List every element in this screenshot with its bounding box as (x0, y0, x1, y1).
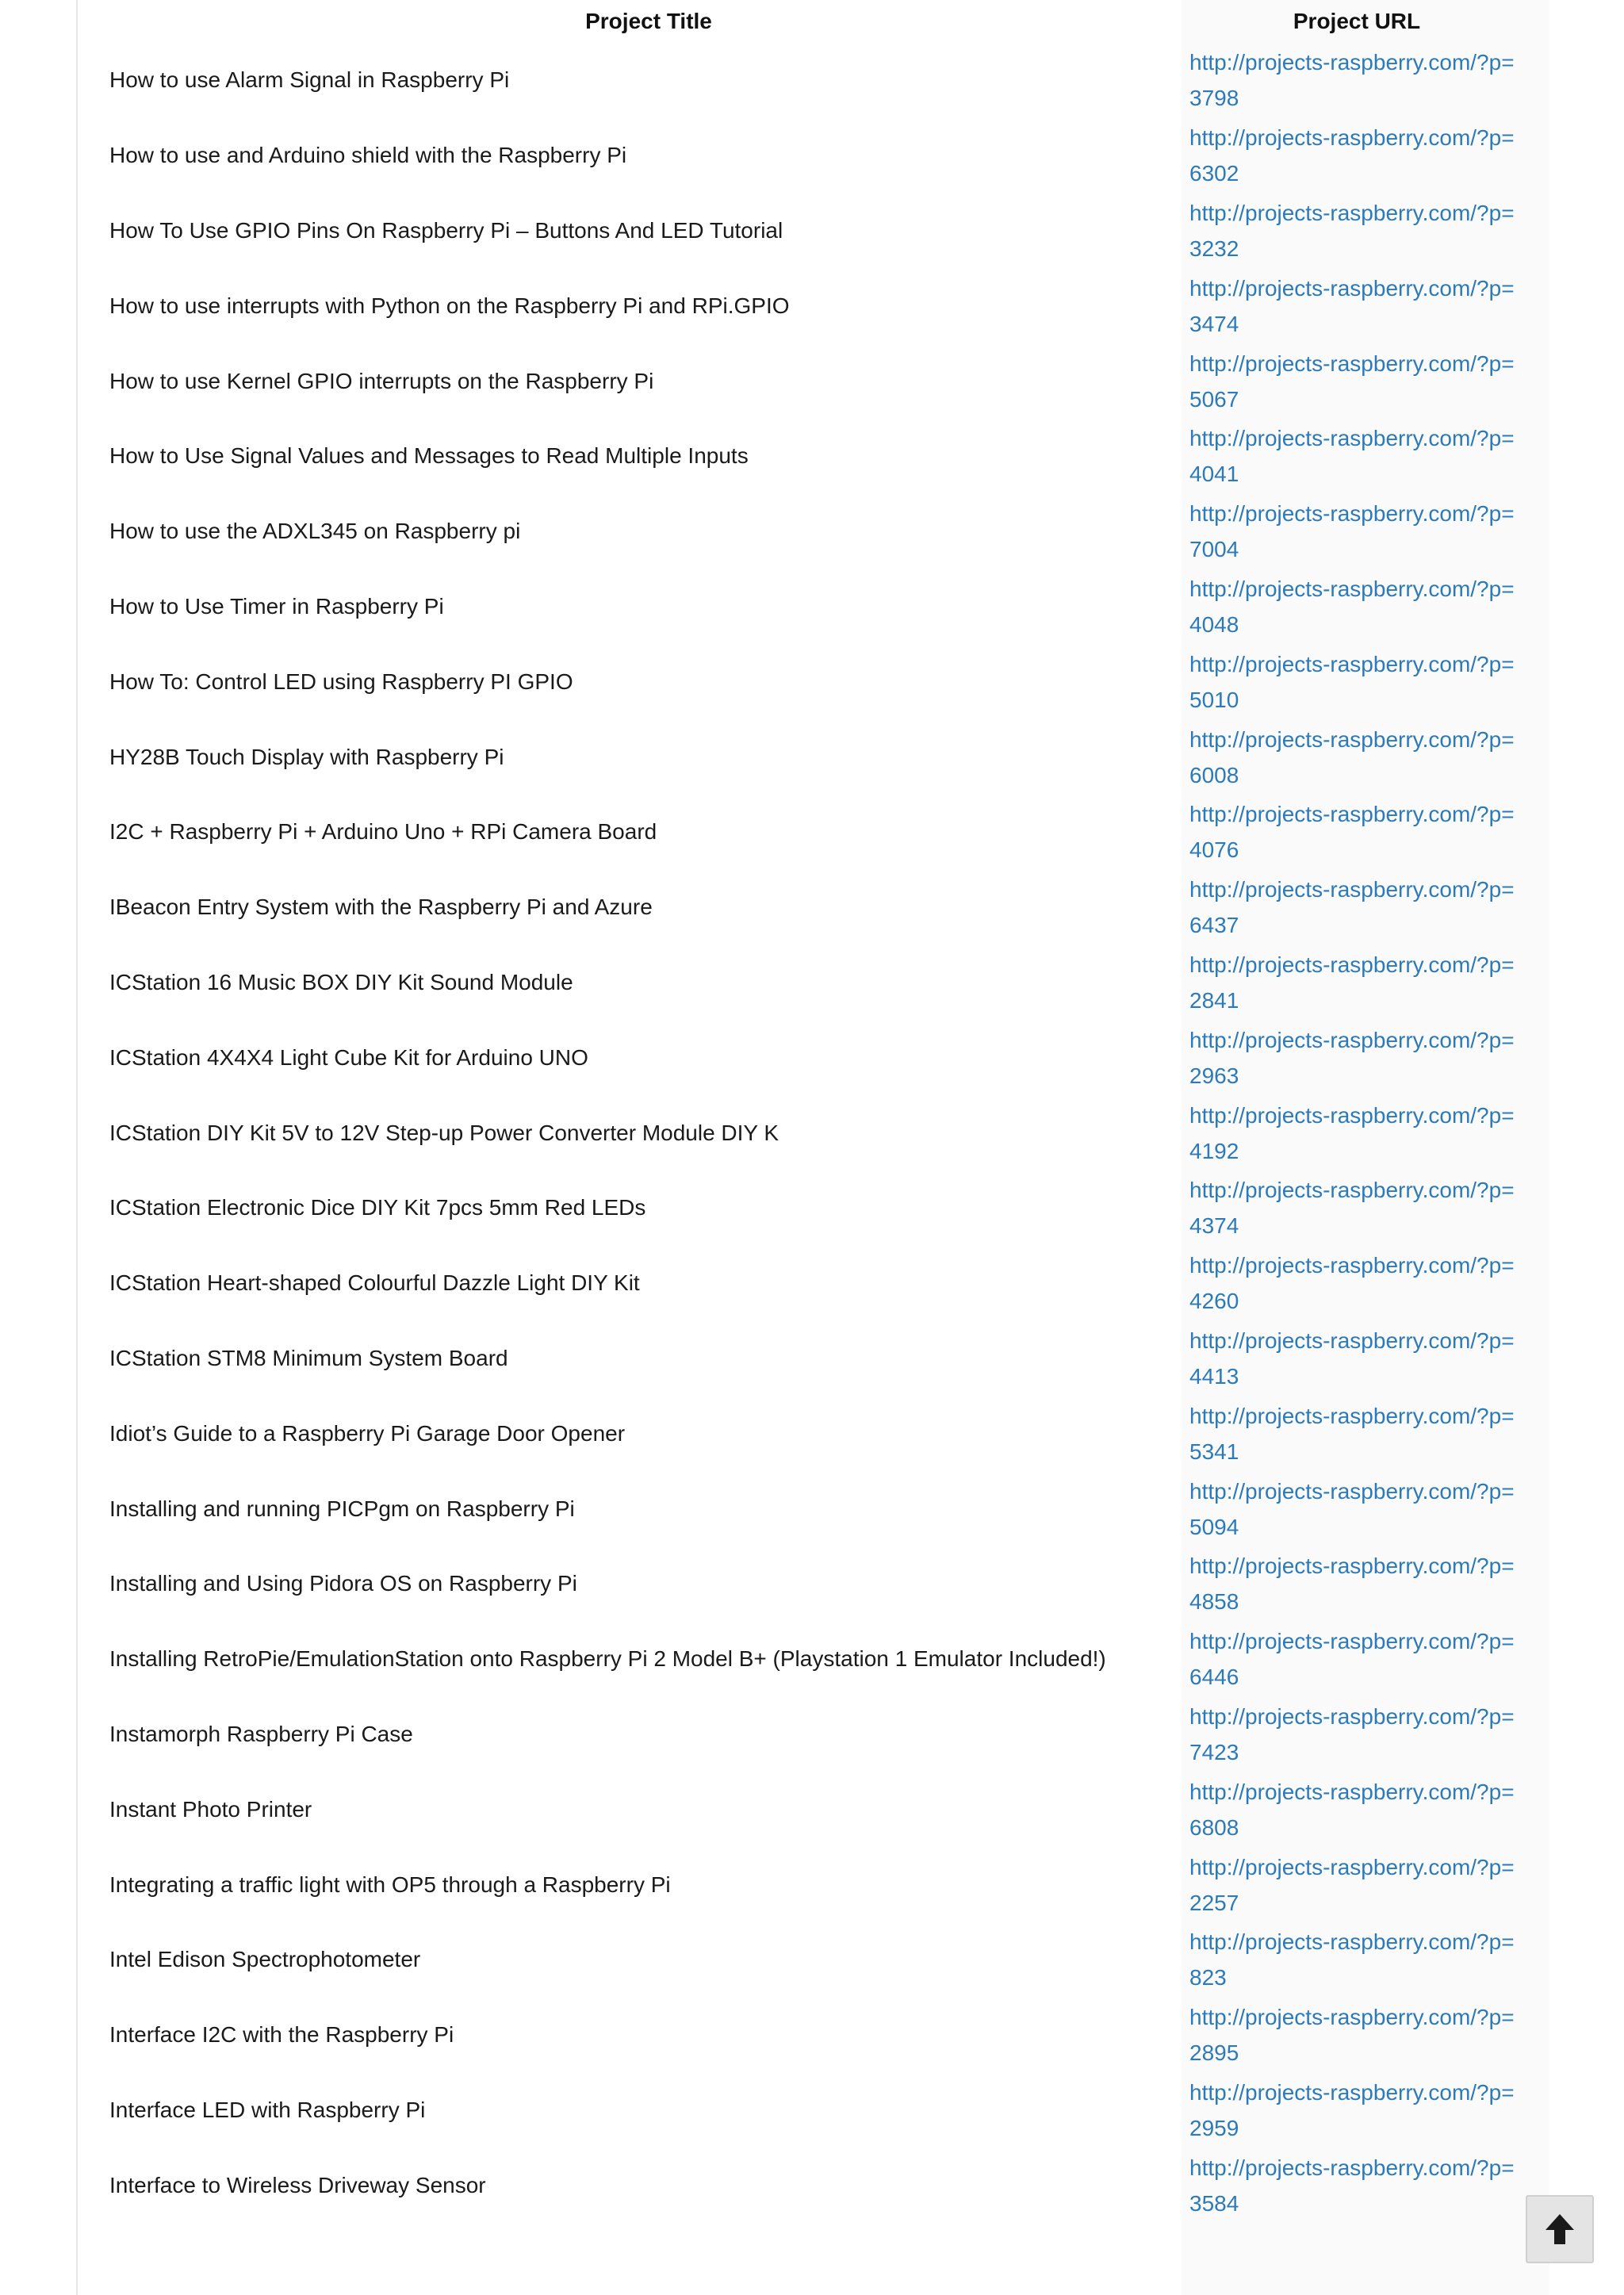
project-title-cell: Idiot’s Guide to a Raspberry Pi Garage Door Opener (109, 1420, 626, 1446)
project-url-link[interactable]: http://projects-raspberry.com/?p=4192 (1189, 1102, 1515, 1163)
table-row (108, 43, 1524, 118)
project-title-cell: How to Use Signal Values and Messages to Read Multiple Inputs (109, 443, 749, 469)
project-title-cell: How to use Kernel GPIO interrupts on the Raspberry Pi (109, 368, 654, 393)
project-title-cell: How to use Alarm Signal in Raspberry Pi (109, 67, 510, 93)
project-url-cell (1189, 1622, 1524, 1697)
scroll-to-top-button[interactable] (1526, 2195, 1594, 2263)
project-url-link[interactable]: http://projects-raspberry.com/?p=5094 (1189, 1478, 1515, 1539)
project-url-link[interactable]: http://projects-raspberry.com/?p=4041 (1189, 426, 1515, 487)
project-url-link[interactable]: http://projects-raspberry.com/?p=2257 (1189, 1854, 1515, 1915)
project-url-cell (1189, 945, 1524, 1021)
table-row (108, 1471, 1524, 1546)
project-url-cell (1189, 1095, 1524, 1170)
project-url-cell (1189, 2073, 1524, 2148)
project-url-link[interactable]: http://projects-raspberry.com/?p=4076 (1189, 802, 1515, 863)
table-row (108, 2073, 1524, 2148)
project-title-cell: How To Use GPIO Pins On Raspberry Pi – Buttons And LED Tutorial (109, 217, 783, 243)
header-project-url: Project URL (1293, 9, 1421, 33)
project-title-cell: ICStation STM8 Minimum System Board (109, 1345, 508, 1370)
project-title-cell: How to Use Timer in Raspberry Pi (109, 593, 444, 619)
project-title-cell: Interface LED with Raspberry Pi (109, 2097, 426, 2122)
project-url-cell (1189, 43, 1524, 118)
table-header-row (108, 0, 1524, 43)
project-url-link[interactable]: http://projects-raspberry.com/?p=3474 (1189, 275, 1515, 336)
project-url-link[interactable]: http://projects-raspberry.com/?p=823 (1189, 1929, 1515, 1990)
table-row (108, 268, 1524, 343)
project-title-cell: HY28B Touch Display with Raspberry Pi (109, 744, 504, 769)
table-row (108, 1095, 1524, 1170)
project-url-link[interactable]: http://projects-raspberry.com/?p=4374 (1189, 1178, 1515, 1239)
table-row (108, 494, 1524, 569)
table-row (108, 1772, 1524, 1847)
table-row (108, 1020, 1524, 1095)
project-url-link[interactable]: http://projects-raspberry.com/?p=3584 (1189, 2155, 1515, 2216)
project-url-link[interactable]: http://projects-raspberry.com/?p=2959 (1189, 2079, 1515, 2140)
project-url-cell (1189, 1772, 1524, 1847)
table-row (108, 795, 1524, 870)
project-url-cell (1189, 1922, 1524, 1998)
project-url-cell (1189, 193, 1524, 269)
table-row (108, 1847, 1524, 1922)
project-url-cell (1189, 1321, 1524, 1397)
table-row (108, 1922, 1524, 1998)
project-url-link[interactable]: http://projects-raspberry.com/?p=4048 (1189, 576, 1515, 637)
table-row (108, 343, 1524, 419)
project-url-link[interactable]: http://projects-raspberry.com/?p=2895 (1189, 2005, 1515, 2066)
header-project-title: Project Title (585, 9, 712, 33)
project-url-link[interactable]: http://projects-raspberry.com/?p=3232 (1189, 200, 1515, 261)
table-row (108, 1697, 1524, 1772)
project-title-cell: I2C + Raspberry Pi + Arduino Uno + RPi Camera Board (109, 819, 657, 845)
project-url-link[interactable]: http://projects-raspberry.com/?p=6302 (1189, 125, 1515, 186)
project-url-cell (1189, 1246, 1524, 1321)
project-url-cell (1189, 494, 1524, 569)
project-url-link[interactable]: http://projects-raspberry.com/?p=7423 (1189, 1703, 1515, 1764)
table-row (108, 193, 1524, 269)
table-row (108, 419, 1524, 494)
project-title-cell: Integrating a traffic light with OP5 through a Raspberry Pi (109, 1872, 671, 1897)
project-url-link[interactable]: http://projects-raspberry.com/?p=6808 (1189, 1779, 1515, 1840)
project-title-cell: Instant Photo Printer (109, 1796, 312, 1822)
project-url-link[interactable]: http://projects-raspberry.com/?p=5010 (1189, 651, 1515, 712)
project-title-cell: Interface I2C with the Raspberry Pi (109, 2022, 454, 2048)
project-url-link[interactable]: http://projects-raspberry.com/?p=5341 (1189, 1403, 1515, 1464)
project-url-cell (1189, 870, 1524, 945)
project-url-cell (1189, 419, 1524, 494)
table-row (108, 945, 1524, 1021)
table-row (108, 1246, 1524, 1321)
table-row (108, 569, 1524, 645)
table-row (108, 1546, 1524, 1622)
table-row (108, 2147, 1524, 2223)
project-title-cell: How to use the ADXL345 on Raspberry pi (109, 519, 521, 544)
table-row (108, 118, 1524, 193)
project-url-link[interactable]: http://projects-raspberry.com/?p=6446 (1189, 1629, 1515, 1690)
project-url-cell (1189, 1697, 1524, 1772)
project-url-cell (1189, 719, 1524, 795)
project-title-cell: How to use interrupts with Python on the Raspberry Pi and RPi.GPIO (109, 293, 790, 318)
project-title-cell: How To: Control LED using Raspberry PI GPIO (109, 669, 573, 694)
table-row (108, 870, 1524, 945)
project-url-cell (1189, 1020, 1524, 1095)
project-title-cell: ICStation Electronic Dice DIY Kit 7pcs 5mm Red LEDs (109, 1195, 646, 1220)
project-title-cell: ICStation DIY Kit 5V to 12V Step-up Power Converter Module DIY K (109, 1120, 779, 1145)
table-row (108, 1170, 1524, 1246)
project-title-cell: Intel Edison Spectrophotometer (109, 1947, 421, 1972)
project-url-cell (1189, 1546, 1524, 1622)
project-table (108, 0, 1524, 2223)
table-row (108, 644, 1524, 719)
project-url-cell (1189, 268, 1524, 343)
project-url-link[interactable]: http://projects-raspberry.com/?p=6008 (1189, 726, 1515, 787)
project-title-cell: Installing RetroPie/EmulationStation onto Raspberry Pi 2 Model B+ (Playstation 1 Emulator Included!) (109, 1646, 1106, 1672)
project-url-cell (1189, 118, 1524, 193)
project-title-cell: Installing and Using Pidora OS on Raspberry Pi (109, 1571, 577, 1596)
table-row (108, 1321, 1524, 1397)
project-title-cell: ICStation Heart-shaped Colourful Dazzle Light DIY Kit (109, 1270, 640, 1296)
project-title-cell: Instamorph Raspberry Pi Case (109, 1721, 413, 1746)
project-title-cell: IBeacon Entry System with the Raspberry Pi and Azure (109, 895, 653, 920)
project-url-link[interactable]: http://projects-raspberry.com/?p=2963 (1189, 1027, 1515, 1088)
project-url-link[interactable]: http://projects-raspberry.com/?p=4260 (1189, 1253, 1515, 1314)
table-body (108, 43, 1524, 2223)
project-url-cell (1189, 1396, 1524, 1471)
project-url-cell (1189, 343, 1524, 419)
arrow-up-icon (1544, 2213, 1576, 2246)
project-url-cell (1189, 569, 1524, 645)
project-url-cell (1189, 1170, 1524, 1246)
project-title-cell: Interface to Wireless Driveway Sensor (109, 2172, 486, 2197)
table-row (108, 1396, 1524, 1471)
table-row (108, 1998, 1524, 2073)
table-row (108, 719, 1524, 795)
project-url-link[interactable]: http://projects-raspberry.com/?p=6437 (1189, 877, 1515, 938)
project-url-cell (1189, 1847, 1524, 1922)
project-url-link[interactable]: http://projects-raspberry.com/?p=7004 (1189, 501, 1515, 562)
project-title-cell: How to use and Arduino shield with the Raspberry Pi (109, 143, 627, 168)
project-url-cell (1189, 1471, 1524, 1546)
project-url-link[interactable]: http://projects-raspberry.com/?p=4858 (1189, 1554, 1515, 1615)
project-url-cell (1189, 644, 1524, 719)
project-title-cell: ICStation 4X4X4 Light Cube Kit for Arduino UNO (109, 1044, 588, 1070)
project-title-cell: Installing and running PICPgm on Raspberry Pi (109, 1496, 575, 1521)
project-url-cell (1189, 2147, 1524, 2223)
project-title-cell: ICStation 16 Music BOX DIY Kit Sound Module (109, 969, 573, 994)
project-url-cell (1189, 1998, 1524, 2073)
project-url-link[interactable]: http://projects-raspberry.com/?p=2841 (1189, 952, 1515, 1013)
project-url-link[interactable]: http://projects-raspberry.com/?p=5067 (1189, 351, 1515, 412)
project-url-cell (1189, 795, 1524, 870)
project-url-link[interactable]: http://projects-raspberry.com/?p=4413 (1189, 1328, 1515, 1389)
table-row (108, 1622, 1524, 1697)
project-url-link[interactable]: http://projects-raspberry.com/?p=3798 (1189, 50, 1515, 111)
